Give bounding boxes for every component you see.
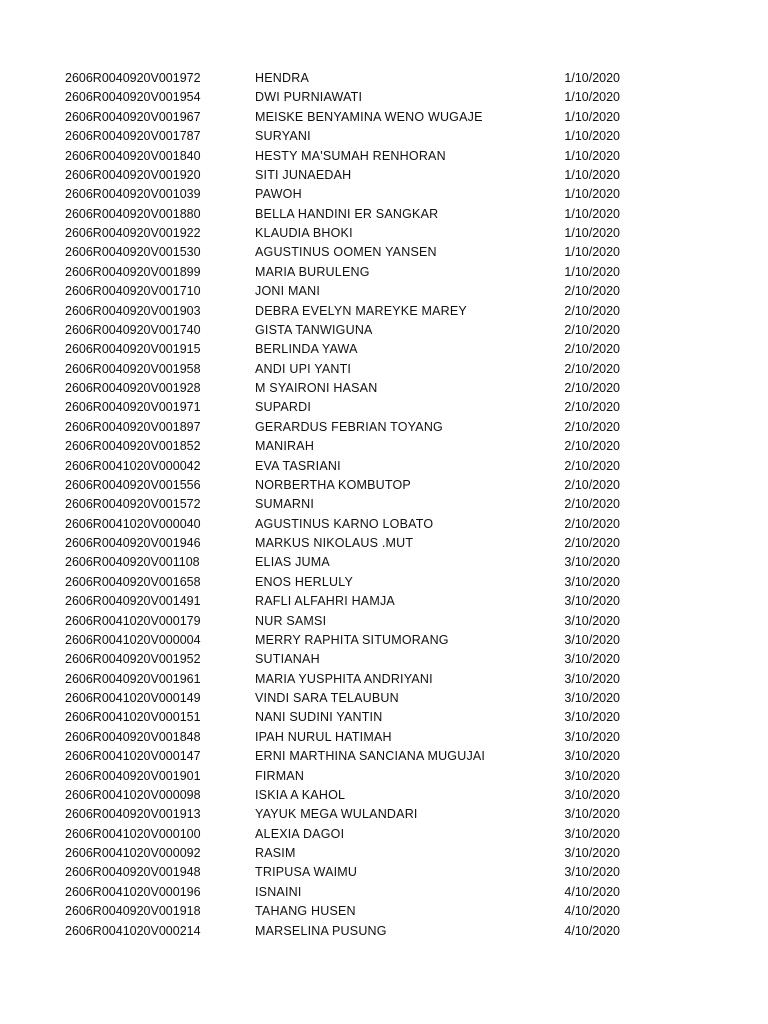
name-cell: NORBERTHA KOMBUTOP [255, 477, 411, 492]
registration-id-cell: 2606R0041020V000179 [65, 613, 201, 628]
date-cell: 1/10/2020 [564, 245, 620, 260]
registration-id-cell: 2606R0041020V000040 [65, 516, 201, 531]
table-row [0, 88, 768, 107]
name-cell: MARIA BURULENG [255, 264, 370, 279]
name-cell: EVA TASRIANI [255, 458, 341, 473]
registration-id-cell: 2606R0040920V001572 [65, 497, 201, 512]
date-cell: 3/10/2020 [564, 729, 620, 744]
name-cell: ELIAS JUMA [255, 555, 330, 570]
date-cell: 1/10/2020 [564, 129, 620, 144]
table-row [0, 69, 768, 88]
table-row [0, 670, 768, 689]
registration-table [0, 69, 768, 941]
table-row [0, 302, 768, 321]
table-row [0, 825, 768, 844]
registration-id-cell: 2606R0040920V001952 [65, 652, 201, 667]
registration-id-cell: 2606R0040920V001972 [65, 71, 201, 85]
date-cell: 3/10/2020 [564, 768, 620, 783]
table-row [0, 205, 768, 224]
registration-id-cell: 2606R0040920V001108 [65, 555, 200, 570]
registration-id-cell: 2606R0040920V001710 [65, 284, 201, 299]
table-row [0, 476, 768, 495]
date-cell: 2/10/2020 [564, 419, 620, 434]
registration-id-cell: 2606R0040920V001530 [65, 245, 201, 260]
registration-id-cell: 2606R0040920V001740 [65, 322, 201, 337]
table-row [0, 553, 768, 572]
date-cell: 4/10/2020 [564, 884, 620, 899]
registration-id-cell: 2606R0040920V001971 [65, 400, 201, 415]
name-cell: M SYAIRONI HASAN [255, 381, 378, 395]
registration-id-cell: 2606R0041020V000092 [65, 846, 201, 860]
date-cell: 3/10/2020 [564, 671, 620, 686]
name-cell: HENDRA [255, 71, 309, 85]
table-row [0, 902, 768, 921]
table-row [0, 224, 768, 243]
name-cell: FIRMAN [255, 768, 305, 783]
registration-id-cell: 2606R0040920V001039 [65, 187, 201, 202]
table-row [0, 612, 768, 631]
date-cell: 2/10/2020 [564, 284, 620, 299]
date-cell: 2/10/2020 [564, 439, 620, 454]
name-cell: SUMARNI [255, 497, 315, 512]
name-cell: IPAH NURUL HATIMAH [255, 729, 392, 744]
name-cell: PAWOH [255, 187, 302, 202]
registration-id-cell: 2606R0040920V001840 [65, 148, 201, 163]
registration-id-cell: 2606R0041020V000214 [65, 923, 201, 938]
date-cell: 1/10/2020 [564, 226, 620, 240]
name-cell: NUR SAMSI [255, 613, 327, 628]
registration-id-cell: 2606R0040920V001899 [65, 264, 201, 279]
date-cell: 3/10/2020 [564, 826, 620, 841]
table-row [0, 437, 768, 456]
name-cell: HESTY MA'SUMAH RENHORAN [255, 148, 446, 163]
table-row [0, 321, 768, 340]
registration-id-cell: 2606R0040920V001946 [65, 536, 201, 550]
date-cell: 2/10/2020 [564, 516, 620, 531]
table-row [0, 243, 768, 262]
name-cell: ALEXIA DAGOI [255, 826, 345, 841]
name-cell: YAYUK MEGA WULANDARI [255, 807, 418, 822]
table-row [0, 728, 768, 747]
name-cell: MARKUS NIKOLAUS .MUT [255, 536, 414, 550]
name-cell: RASIM [255, 846, 296, 860]
name-cell: SURYANI [255, 129, 311, 144]
name-cell: MANIRAH [255, 439, 315, 454]
table-row [0, 263, 768, 282]
date-cell: 2/10/2020 [564, 400, 620, 415]
date-cell: 3/10/2020 [564, 787, 620, 802]
table-row [0, 166, 768, 185]
date-cell: 3/10/2020 [564, 632, 620, 647]
name-cell: KLAUDIA BHOKI [255, 226, 353, 240]
date-cell: 2/10/2020 [564, 381, 620, 395]
name-cell: NANI SUDINI YANTIN [255, 710, 383, 725]
registration-id-cell: 2606R0040920V001897 [65, 419, 201, 434]
table-row [0, 418, 768, 437]
name-cell: TRIPUSA WAIMU [255, 865, 358, 880]
name-cell: AGUSTINUS OOMEN YANSEN [255, 245, 437, 260]
table-row [0, 147, 768, 166]
name-cell: GERARDUS FEBRIAN TOYANG [255, 419, 443, 434]
registration-id-cell: 2606R0040920V001556 [65, 477, 201, 492]
date-cell: 2/10/2020 [564, 361, 620, 376]
date-cell: 2/10/2020 [564, 477, 620, 492]
date-cell: 2/10/2020 [564, 497, 620, 512]
table-row [0, 573, 768, 592]
date-cell: 4/10/2020 [564, 904, 620, 919]
table-row [0, 108, 768, 127]
date-cell: 1/10/2020 [564, 90, 620, 105]
date-cell: 3/10/2020 [564, 749, 620, 764]
date-cell: 3/10/2020 [564, 807, 620, 822]
date-cell: 3/10/2020 [564, 555, 620, 570]
table-row [0, 863, 768, 882]
name-cell: MERRY RAPHITA SITUMORANG [255, 632, 449, 647]
table-row [0, 398, 768, 417]
date-cell: 3/10/2020 [564, 613, 620, 628]
name-cell: SUPARDI [255, 400, 312, 415]
name-cell: ISNAINI [255, 884, 302, 899]
table-row [0, 534, 768, 553]
date-cell: 1/10/2020 [564, 148, 620, 163]
name-cell: ENOS HERLULY [255, 574, 354, 589]
registration-id-cell: 2606R0040920V001491 [65, 594, 201, 609]
registration-id-cell: 2606R0040920V001954 [65, 90, 201, 105]
table-row [0, 883, 768, 902]
registration-id-cell: 2606R0040920V001848 [65, 729, 201, 744]
registration-id-cell: 2606R0041020V000004 [65, 632, 201, 647]
date-cell: 3/10/2020 [564, 574, 620, 589]
name-cell: JONI MANI [255, 284, 320, 299]
date-cell: 2/10/2020 [564, 322, 620, 337]
table-row [0, 844, 768, 863]
registration-id-cell: 2606R0040920V001852 [65, 439, 201, 454]
registration-id-cell: 2606R0040920V001958 [65, 361, 201, 376]
table-row [0, 767, 768, 786]
name-cell: ISKIA A KAHOL [255, 787, 346, 802]
registration-id-cell: 2606R0041020V000100 [65, 826, 201, 841]
registration-id-cell: 2606R0040920V001901 [65, 768, 201, 783]
date-cell: 3/10/2020 [564, 710, 620, 725]
date-cell: 1/10/2020 [564, 167, 620, 182]
name-cell: AGUSTINUS KARNO LOBATO [255, 516, 434, 531]
registration-id-cell: 2606R0041020V000147 [65, 749, 201, 764]
name-cell: ANDI UPI YANTI [255, 361, 352, 376]
registration-id-cell: 2606R0040920V001961 [65, 671, 201, 686]
table-row [0, 515, 768, 534]
date-cell: 3/10/2020 [564, 652, 620, 667]
name-cell: DWI PURNIAWATI [255, 90, 363, 105]
table-row [0, 922, 768, 941]
table-row [0, 457, 768, 476]
table-row [0, 340, 768, 359]
name-cell: MARIA YUSPHITA ANDRIYANI [255, 671, 433, 686]
registration-id-cell: 2606R0040920V001903 [65, 303, 201, 318]
registration-id-cell: 2606R0040920V001967 [65, 109, 201, 124]
registration-id-cell: 2606R0041020V000149 [65, 691, 201, 705]
table-row [0, 379, 768, 398]
registration-id-cell: 2606R0040920V001948 [65, 865, 201, 880]
name-cell: VINDI SARA TELAUBUN [255, 691, 399, 705]
date-cell: 1/10/2020 [564, 206, 620, 221]
date-cell: 1/10/2020 [564, 109, 620, 124]
table-row [0, 650, 768, 669]
table-row [0, 747, 768, 766]
name-cell: ERNI MARTHINA SANCIANA MUGUJAI [255, 749, 486, 764]
table-row [0, 805, 768, 824]
date-cell: 4/10/2020 [564, 923, 620, 938]
name-cell: BELLA HANDINI ER SANGKAR [255, 206, 439, 221]
registration-id-cell: 2606R0040920V001880 [65, 206, 201, 221]
registration-id-cell: 2606R0040920V001918 [65, 904, 201, 919]
table-row [0, 185, 768, 204]
name-cell: BERLINDA YAWA [255, 342, 358, 357]
registration-id-cell: 2606R0041020V000098 [65, 787, 201, 802]
table-row [0, 689, 768, 708]
date-cell: 1/10/2020 [564, 264, 620, 279]
date-cell: 2/10/2020 [564, 342, 620, 357]
table-row [0, 127, 768, 146]
date-cell: 1/10/2020 [564, 187, 620, 202]
name-cell: MEISKE BENYAMINA WENO WUGAJE [255, 109, 483, 124]
table-row [0, 592, 768, 611]
date-cell: 2/10/2020 [564, 536, 620, 550]
registration-id-cell: 2606R0040920V001928 [65, 381, 201, 395]
table-row [0, 360, 768, 379]
name-cell: RAFLI ALFAHRI HAMJA [255, 594, 395, 609]
date-cell: 3/10/2020 [564, 846, 620, 860]
registration-id-cell: 2606R0040920V001915 [65, 342, 201, 357]
date-cell: 2/10/2020 [564, 458, 620, 473]
table-row [0, 708, 768, 727]
table-row [0, 786, 768, 805]
registration-id-cell: 2606R0041020V000196 [65, 884, 201, 899]
registration-id-cell: 2606R0041020V000042 [65, 458, 201, 473]
registration-id-cell: 2606R0040920V001913 [65, 807, 201, 822]
name-cell: MARSELINA PUSUNG [255, 923, 387, 938]
registration-id-cell: 2606R0040920V001658 [65, 574, 201, 589]
registration-id-cell: 2606R0040920V001922 [65, 226, 201, 240]
date-cell: 1/10/2020 [564, 71, 620, 85]
registration-id-cell: 2606R0040920V001920 [65, 167, 201, 182]
registration-id-cell: 2606R0041020V000151 [65, 710, 201, 725]
registration-id-cell: 2606R0040920V001787 [65, 129, 201, 144]
table-row [0, 631, 768, 650]
name-cell: GISTA TANWIGUNA [255, 322, 373, 337]
name-cell: SUTIANAH [255, 652, 320, 667]
table-row [0, 282, 768, 301]
date-cell: 3/10/2020 [564, 691, 620, 705]
name-cell: SITI JUNAEDAH [255, 167, 352, 182]
name-cell: TAHANG HUSEN [255, 904, 356, 919]
name-cell: DEBRA EVELYN MAREYKE MAREY [255, 303, 467, 318]
date-cell: 3/10/2020 [564, 594, 620, 609]
date-cell: 2/10/2020 [564, 303, 620, 318]
date-cell: 3/10/2020 [564, 865, 620, 880]
table-row [0, 495, 768, 514]
